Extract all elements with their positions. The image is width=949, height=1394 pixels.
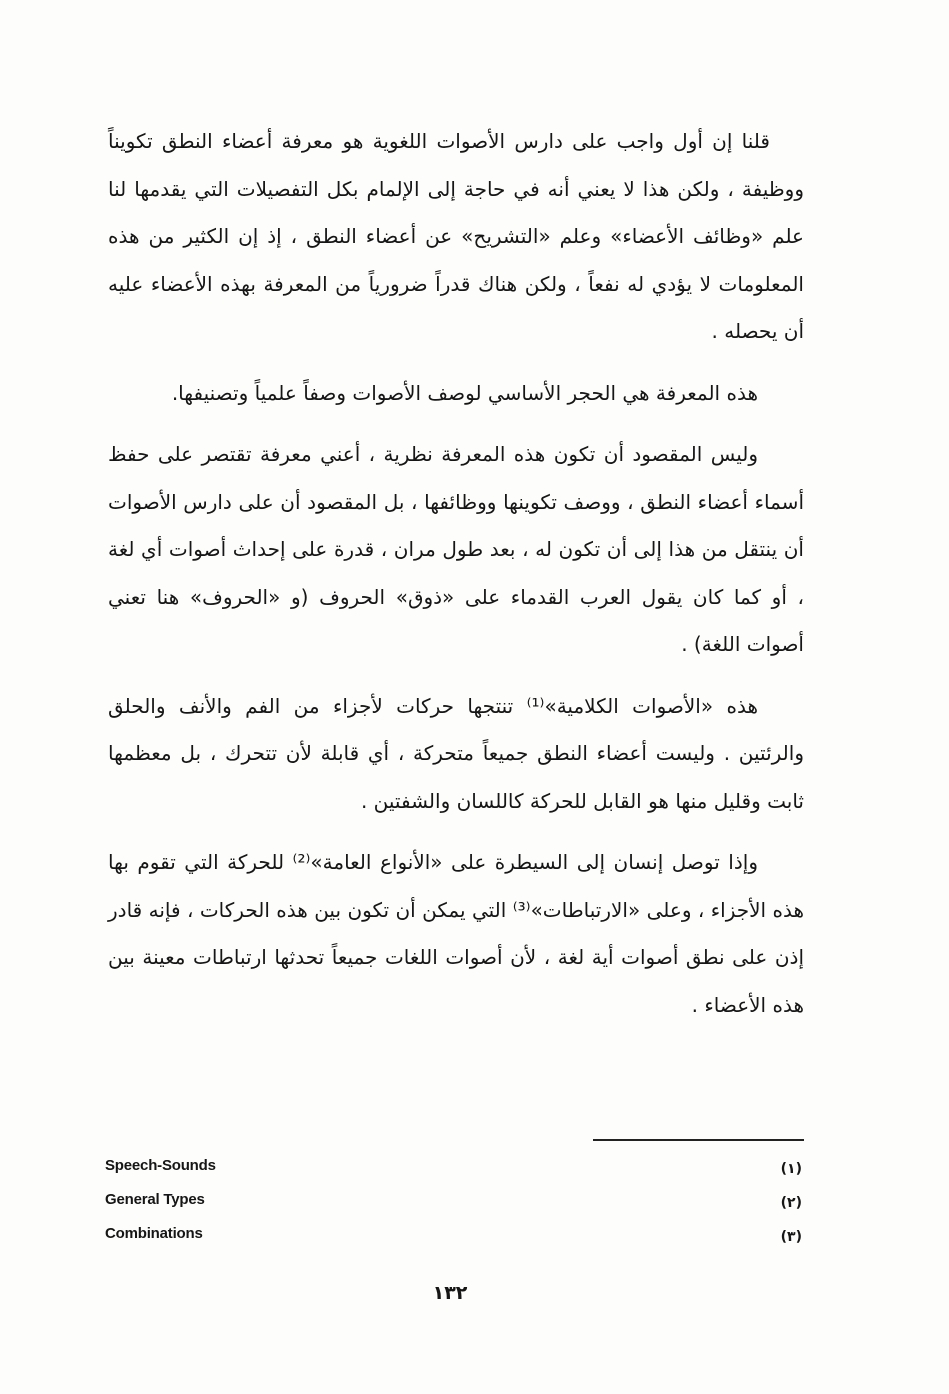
footnote-number: (٣) bbox=[780, 1229, 802, 1245]
paragraph-3: وليس المقصود أن تكون هذه المعرفة نظرية ، أعني معرفة تقتصر على حفظ أسماء أعضاء النطق ، ووصف تكوينها ووظائفها ، بل المقصود أن على دارس الأصوات أن ينتقل من هذا إلى أن تكون له ، بعد طول مران ، قدرة على إحداث أصوات أي لغة ، أو كما كان يقول العرب القدماء على «ذوق» الحروف (و «الحروف» هنا تعني أصوات اللغة) . bbox=[108, 442, 804, 656]
footnote-text: Combinations bbox=[105, 1225, 203, 1242]
footnote-1 bbox=[105, 1157, 802, 1185]
footnote-text: General Types bbox=[105, 1191, 205, 1208]
paragraph-5: وإذا توصل إنسان إلى السيطرة على «الأنواع العامة»⁽²⁾ للحركة التي تقوم بها هذه الأجزاء ، وعلى «الارتباطات»⁽³⁾ التي يمكن أن تكون بين هذه الحركات ، فإنه قادر إذن على نطق أصوات أية لغة ، لأن أصوات اللغات جميعاً تحدثها ارتباطات معينة بين هذه الأعضاء . bbox=[108, 850, 805, 1017]
paragraph-1: قلنا إن أول واجب على دارس الأصوات اللغوية هو معرفة أعضاء النطق تكويناً ووظيفة ، ولكن هذا لا يعني أنه في حاجة إلى الإلمام بكل التفصيلات التي يقدمها لنا علم «وظائف الأعضاء» وعلم «التشريح» عن أعضاء النطق ، إذ إن الكثير من هذه المعلومات لا يؤدي له نفعاً ، ولكن هناك قدراً ضرورياً من المعرفة بهذه الأعضاء عليه أن يحصله . bbox=[108, 129, 804, 343]
footnote-number: (١) bbox=[780, 1161, 802, 1177]
body-text bbox=[108, 118, 804, 1043]
footnote-2 bbox=[105, 1191, 802, 1219]
footnote-text: Speech-Sounds bbox=[105, 1157, 216, 1174]
paragraph-2: هذه المعرفة هي الحجر الأساسي لوصف الأصوات وصفاً علمياً وتصنيفها. bbox=[171, 380, 758, 405]
footnote-divider bbox=[593, 1139, 804, 1141]
footnote-3 bbox=[105, 1225, 802, 1253]
paragraph-4: هذه «الأصوات الكلامية»⁽¹⁾ تنتجها حركات لأجزاء من الفم والأنف والحلق والرئتين . وليست أعضاء النطق جميعاً متحركة ، أي قابلة لأن تتحرك ، بل معظمها ثابت وقليل منها هو القابل للحركة كاللسان والشفتين . bbox=[108, 693, 804, 813]
footnote-number: (٢) bbox=[780, 1195, 802, 1211]
page-number: ١٣٢ bbox=[432, 1282, 468, 1304]
